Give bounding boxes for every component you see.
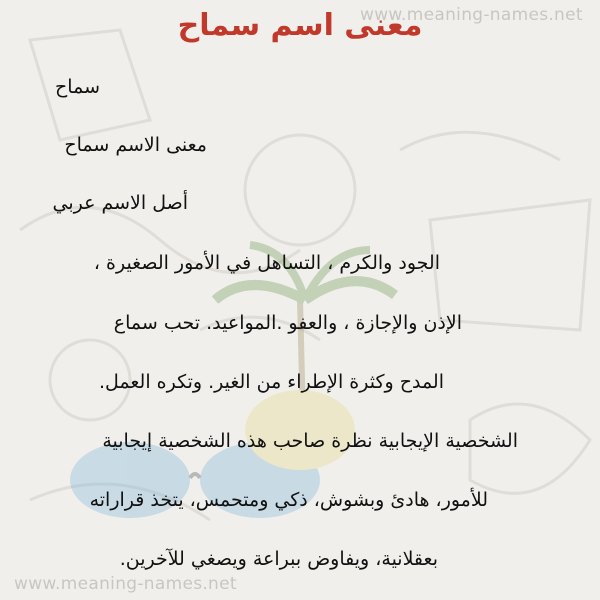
watermark-bottom: www.meaning-names.net	[14, 574, 237, 594]
text-line: المدح وكثرة الإطراء من الغير. وتكره العمل.	[98, 371, 444, 393]
text-line: الجود والكرم ، التساهل في الأمور الصغيرة ،	[93, 252, 440, 274]
watermark-top: www.meaning-names.net	[360, 5, 583, 25]
text-line: الشخصية الإيجابية نظرة صاحب هذه الشخصية إيجابية	[102, 430, 518, 452]
text-line: سماح	[55, 76, 100, 98]
text-line: بعقلانية، ويفاوض ببراعة ويصغي للآخرين.	[119, 548, 438, 570]
text-line: الإذن والإجازة ، والعفو .المواعيد. تحب سماع	[113, 312, 462, 334]
text-line: أصل الاسم عربي	[52, 192, 188, 214]
text-line: معنى الاسم سماح	[64, 134, 207, 156]
page-title: معنى اسم سماح	[177, 8, 423, 43]
text-line: للأمور، هادئ وبشوش، ذكي ومتحمس، يتخذ قراراته	[89, 489, 488, 511]
